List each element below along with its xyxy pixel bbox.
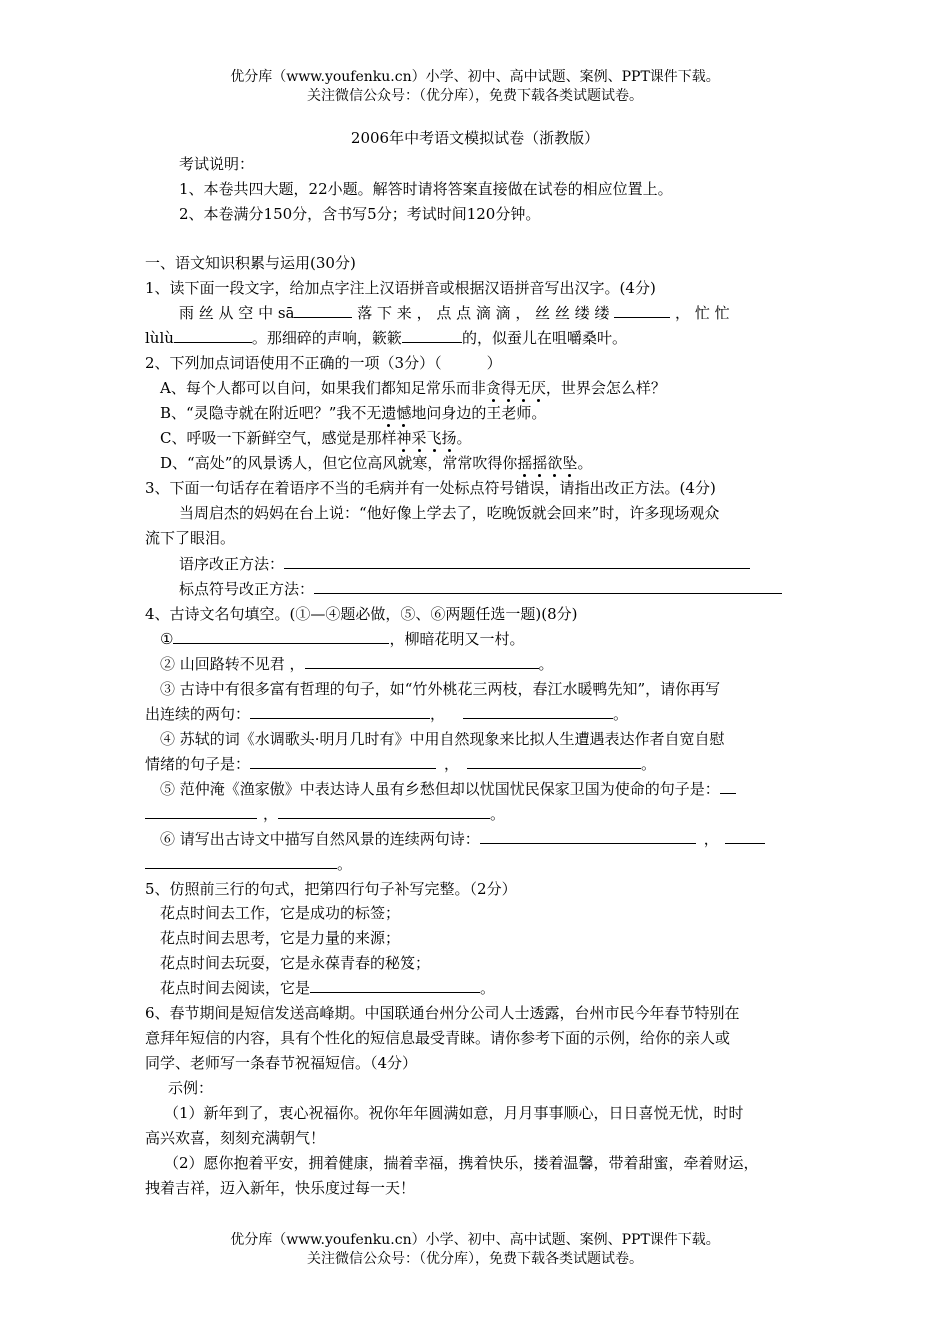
instructions-item-2: 2、本卷满分150分，含书写5分；考试时间120分钟。 (179, 205, 541, 223)
q1-text: 的，似蚕儿在咀嚼桑叶。 (461, 329, 627, 347)
q4-blank[interactable] (278, 803, 490, 819)
q1-text: lùlù (145, 329, 174, 347)
q3-fix-punct-blank[interactable] (314, 578, 782, 594)
q4-text: ， (263, 805, 279, 823)
q4-text: 。 (613, 705, 629, 723)
q4-text: ② 山回路转不见君 ， (160, 655, 305, 673)
q2-dotted-char: 坠 (562, 454, 578, 472)
q4-blank[interactable] (467, 753, 641, 769)
q4-stem: 4、古诗文名句填空。(①—④题必做，⑤、⑥两题任选一题)(8分) (145, 605, 578, 623)
q1-passage-line-2 (145, 326, 627, 350)
q4-blank[interactable] (173, 628, 389, 644)
q2-dotted-char: 扬 (441, 429, 457, 447)
q1-stem: 1、读下面一段文字，给加点字注上汉语拼音或根据汉语拼音写出汉字。(4分) (145, 279, 656, 297)
q4-text: ⑤ 范仲淹《渔家傲》中表达诗人虽有乡愁但却以忧国忧民保家卫国为使命的句子是： (160, 780, 720, 798)
q2-dotted-char: 无 (515, 379, 531, 397)
q3-stem: 3、下面一句话存在着语序不当的毛病并有一处标点符号错误，请指出改正方法。(4分) (145, 479, 716, 497)
q4-blank[interactable] (480, 828, 696, 844)
q3-fix-punct-row (179, 577, 782, 601)
header-line-1: 优分库（www.youfenku.cn）小学、初中、高中试题、案例、PPT课件下载。 (230, 69, 720, 85)
q4-item-3: ③ 古诗中有很多富有哲理的句子，如“竹外桃花三两枝，春江水暖鸭先知”，请你再写 (160, 680, 721, 698)
q4-item-4: ④ 苏轼的词《水调歌头·明月几时有》中用自然现象来比拟人生遭遇表达作者自宽自慰 (160, 730, 725, 748)
q4-text: 出连续的两句： (145, 705, 251, 723)
q4-text: ⑥ 请写出古诗文中描写自然风景的连续两句诗： (160, 830, 480, 848)
q2-stem: 2、下列加点词语使用不正确的一项（3分）（ ） (145, 354, 502, 372)
q2-option-text: B、“灵隐寺就在附近吧？”我不无 (160, 404, 382, 422)
q6-stem-line-1: 6、春节期间是短信发送高峰期。中国联通台州分公司人士透露，台州市民今年春节特别在 (145, 1004, 740, 1022)
q6-example-2-line-1: （2）愿你抱着平安，拥着健康，揣着幸福，携着快乐，搂着温馨，带着甜蜜，牵着财运， (164, 1154, 759, 1172)
q6-example-1-line-1: （1）新年到了，衷心祝福你。祝你年年圆满如意，月月事事顺心，日日喜悦无忧，时时 (164, 1104, 744, 1122)
footer-line-1: 优分库（www.youfenku.cn）小学、初中、高中试题、案例、PPT课件下载。 (230, 1232, 720, 1248)
instructions-label: 考试说明： (179, 155, 255, 173)
q4-item-6 (160, 827, 765, 851)
q1-text: 。那细碎的声响，簌簌 (251, 329, 402, 347)
q5-stem: 5、仿照前三行的句式，把第四行句子补写完整。（2分） (145, 880, 517, 898)
q2-option-b[interactable] (160, 401, 546, 425)
q4-text: 。 (337, 855, 353, 873)
q5-text: 花点时间去阅读，它是 (160, 979, 311, 997)
q2-option-c[interactable] (160, 426, 472, 450)
q2-dotted-char: 憾 (396, 404, 412, 422)
q4-item-4-answer (145, 752, 656, 776)
q4-text: ， (444, 755, 460, 773)
q5-text: 。 (480, 979, 496, 997)
q4-text: ， (430, 705, 446, 723)
q5-line-4 (160, 976, 495, 1000)
q3-fix-punct-label: 标点符号改正方法： (179, 580, 315, 598)
q2-dotted-char: 摇 (532, 454, 548, 472)
q2-option-text: ，世界会怎么样？ (545, 379, 666, 397)
q2-option-text: C、呼吸一下新鲜空气，感觉是那样 (160, 429, 397, 447)
q4-blank[interactable] (250, 753, 436, 769)
q2-option-d[interactable] (160, 451, 592, 475)
q4-item-3-answer (145, 702, 628, 726)
q6-stem-line-3: 同学、老师写一条春节祝福短信。（4分） (145, 1054, 418, 1072)
q6-stem-line-2: 意拜年短信的内容，具有个性化的短信息最受青睐。请你参考下面的示例，给你的亲人或 (145, 1029, 731, 1047)
q2-dotted-char: 飞 (426, 429, 442, 447)
q2-option-a[interactable] (160, 376, 666, 400)
q5-line-1: 花点时间去工作，它是成功的标签； (160, 904, 401, 922)
q2-option-text: 。 (456, 429, 472, 447)
q4-text: 情绪的句子是： (145, 755, 251, 773)
q1-text: ， 忙 忙 (675, 304, 730, 322)
q4-text: 。 (490, 805, 506, 823)
q3-sentence-line-2: 流下了眼泪。 (145, 529, 236, 547)
q4-item-5-answer (145, 802, 505, 826)
q1-text: 落 下 来 ， 点 点 滴 滴 ， 丝 丝 缕 缕 (357, 304, 610, 322)
q5-line-2: 花点时间去思考，它是力量的来源； (160, 929, 401, 947)
q2-dotted-char: 得 (500, 379, 516, 397)
q1-answer-blank-3[interactable] (174, 327, 252, 343)
q1-text: 雨 丝 从 空 中 sā (179, 304, 295, 322)
section-1-title: 一、语文知识积累与运用(30分) (145, 254, 356, 272)
q4-blank[interactable] (145, 803, 257, 819)
instructions-item-1: 1、本卷共四大题，22小题。解答时请将答案直接做在试卷的相应位置上。 (179, 180, 673, 198)
q3-fix-order-label: 语序改正方法： (179, 555, 285, 573)
q1-answer-blank-2[interactable] (614, 302, 670, 318)
q4-item-5 (160, 777, 736, 801)
q1-answer-blank-1[interactable] (294, 302, 352, 318)
q4-item-1 (160, 627, 524, 651)
q2-option-text: A、每个人都可以自问，如果我们都知足常乐而非 (160, 379, 486, 397)
q4-blank[interactable] (720, 778, 736, 794)
q4-text: ， (703, 830, 719, 848)
q2-option-text: 。 (577, 454, 593, 472)
q4-text: ① (160, 630, 174, 648)
header-line-2: 关注微信公众号：（优分库），免费下载各类试题试卷。 (307, 88, 643, 104)
q2-dotted-char: 贪 (485, 379, 501, 397)
q4-item-2 (160, 652, 554, 676)
q4-blank[interactable] (145, 853, 337, 869)
q4-item-6-answer (145, 852, 352, 876)
q2-option-text: D、“高处”的风景诱人，但它位高风就寒，常常吹得你 (160, 454, 518, 472)
page-title: 2006年中考语文模拟试卷（浙教版） (350, 129, 600, 147)
q4-blank[interactable] (305, 653, 539, 669)
q2-dotted-char: 神 (396, 429, 412, 447)
q3-fix-order-blank[interactable] (284, 553, 750, 569)
q2-dotted-char: 采 (411, 429, 427, 447)
q2-dotted-char: 厌 (530, 379, 546, 397)
q6-example-label: 示例： (168, 1079, 214, 1097)
q4-blank[interactable] (463, 703, 613, 719)
q3-fix-order-row (179, 552, 750, 576)
q4-text: 。 (538, 655, 554, 673)
q3-sentence-line-1: 当周启杰的妈妈在台上说：“他好像上学去了，吃晚饭就会回来”时，许多现场观众 (179, 504, 720, 522)
q1-passage-line-1 (179, 301, 730, 325)
q4-text: 。 (641, 755, 657, 773)
q2-dotted-char: 欲 (547, 454, 563, 472)
q4-text: ，柳暗花明又一村。 (389, 630, 525, 648)
q4-blank[interactable] (250, 703, 430, 719)
q2-dotted-char: 遗 (381, 404, 397, 422)
q4-blank[interactable] (725, 828, 765, 844)
q2-dotted-char: 摇 (517, 454, 533, 472)
q5-line-3: 花点时间去玩耍，它是永葆青春的秘笈； (160, 954, 431, 972)
q1-answer-blank-4[interactable] (402, 327, 462, 343)
q5-answer-blank[interactable] (310, 977, 480, 993)
q6-example-1-line-2: 高兴欢喜，刻刻充满朝气！ (145, 1129, 326, 1147)
q6-example-2-line-2: 拽着吉祥，迈入新年，快乐度过每一天！ (145, 1179, 416, 1197)
q2-option-text: 地问身边的王老师。 (411, 404, 547, 422)
footer-line-2: 关注微信公众号：（优分库），免费下载各类试题试卷。 (307, 1251, 643, 1267)
